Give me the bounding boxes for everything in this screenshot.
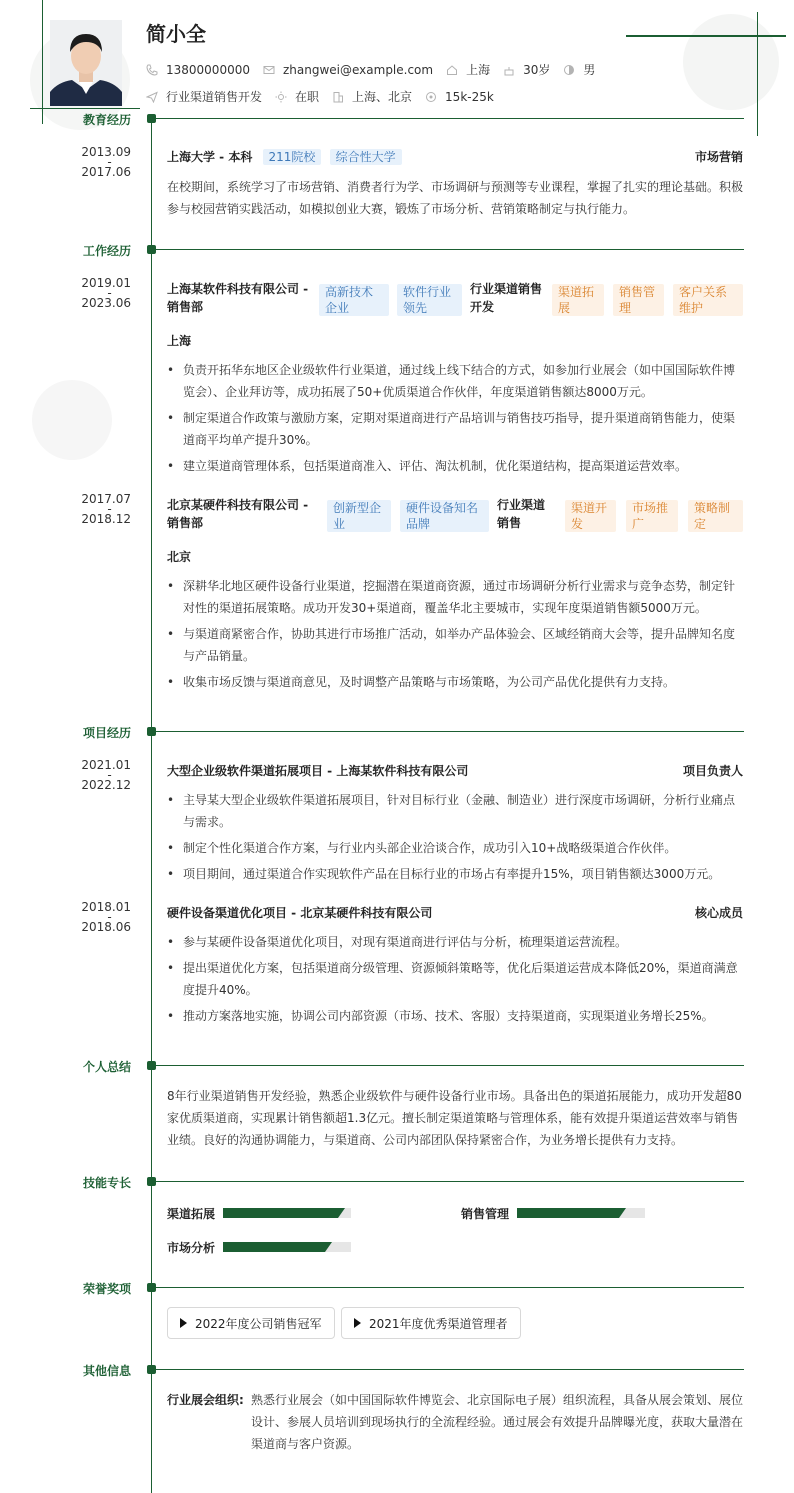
school-tag: 211院校 bbox=[263, 149, 322, 165]
skill-bar-fill bbox=[223, 1208, 338, 1218]
project-date: 2021.01 - 2022.12 bbox=[81, 758, 131, 792]
skill-bar bbox=[517, 1208, 645, 1218]
work-company: 北京某硬件科技有限公司 - 销售部 bbox=[167, 498, 309, 530]
home-icon bbox=[446, 64, 458, 76]
phone-icon bbox=[146, 64, 158, 76]
gender-item bbox=[563, 61, 595, 78]
section-marker bbox=[147, 245, 156, 254]
project-title: 大型企业级软件渠道拓展项目 - 上海某软件科技有限公司 bbox=[167, 764, 469, 778]
city-text: 上海 bbox=[466, 63, 491, 77]
section-marker bbox=[147, 1061, 156, 1070]
position-item bbox=[146, 88, 262, 105]
salary-text: 15k-25k bbox=[445, 89, 494, 104]
project-bullet: • 推动方案落地实施，协调公司内部资源（市场、技术、客服）支持渠道商，实现渠道业务增长25%。 bbox=[167, 1005, 744, 1027]
skill-tag: 销售管 理 bbox=[613, 284, 664, 316]
skill-name: 渠道拓展 bbox=[167, 1207, 216, 1221]
section-title-skills: 技能专长 bbox=[82, 1176, 131, 1190]
work-location: 上海 bbox=[167, 334, 192, 348]
project-date: 2018.01 - 2018.06 bbox=[81, 900, 131, 934]
other-text: 熟悉行业展会（如中国国际软件博览会、北京国际电子展）组织流程，具备从展会策划、展位 设计、参展人员培训到现场执行的全流程经验。通过展会有效提升品牌曝光度，获取大量潜在 渠道商与客户资源。 bbox=[251, 1393, 744, 1451]
phone-item bbox=[146, 63, 250, 77]
contact-row bbox=[146, 61, 608, 78]
award-chip bbox=[341, 1307, 521, 1339]
project-bullet: • 参与某硬件设备渠道优化项目，对现有渠道商进行评估与分析，梳理渠道运营流程。 bbox=[167, 931, 744, 953]
section-divider bbox=[156, 249, 744, 250]
work-date: 2019.01 - 2023.06 bbox=[81, 276, 131, 310]
section-marker bbox=[147, 1365, 156, 1374]
play-triangle-icon bbox=[180, 1318, 187, 1328]
city-item bbox=[446, 61, 490, 78]
work-bullet: • 收集市场反馈与渠道商意见，及时调整产品策略与市场策略，为公司产品优化提供有力支持。 bbox=[167, 671, 744, 693]
decorative-circle-left bbox=[32, 380, 112, 460]
age-item bbox=[503, 61, 550, 78]
section-marker bbox=[147, 114, 156, 123]
target-city-item bbox=[332, 88, 412, 105]
gender-icon bbox=[563, 64, 575, 76]
section-title-other: 其他信息 bbox=[82, 1364, 131, 1378]
section-divider bbox=[156, 1065, 744, 1066]
email-item bbox=[263, 63, 433, 77]
work-bullet: • 深耕华北地区硬件设备行业渠道，挖掘潜在渠道商资源，通过市场调研分析行业需求与竞争态势，制定针 对性的渠道拓展策略。成功开发30+渠道商，覆盖华北主要城市，实现年度渠道销售额5000万元。 bbox=[167, 575, 744, 619]
work-company: 上海某软件科技有限公司 - 销售部 bbox=[167, 282, 309, 314]
skill-tag: 客户关系 维护 bbox=[673, 284, 743, 316]
education-description: 在校期间，系统学习了市场营销、消费者行为学、市场调研与预测等专业课程，掌握了扎实的理论基础。积极参与校园营销实践活动，如模拟创业大赛，锻炼了市场分析、营销策略制定与执行能力。 bbox=[167, 180, 744, 216]
gender-text: 男 bbox=[583, 63, 596, 77]
skill-bar bbox=[223, 1242, 351, 1252]
project-bullet: • 提出渠道优化方案，包括渠道商分级管理、资源倾斜策略等，优化后渠道运营成本降低20%，渠道商满意 度提升40%。 bbox=[167, 957, 744, 1001]
target-city-text: 上海、北京 bbox=[352, 90, 413, 104]
school-name: 上海大学 - 本科 bbox=[167, 150, 253, 164]
skill-tag: 渠道拓 展 bbox=[552, 284, 604, 316]
section-title-awards: 荣誉奖项 bbox=[82, 1282, 131, 1296]
education-major: 市场营销 bbox=[694, 150, 743, 164]
company-tag: 软件行业 领先 bbox=[397, 284, 462, 316]
section-title-work: 工作经历 bbox=[82, 244, 131, 258]
section-title-projects: 项目经历 bbox=[82, 726, 131, 740]
project-role: 核心成员 bbox=[694, 906, 743, 920]
section-marker bbox=[147, 1283, 156, 1292]
other-label: 行业展会组织: bbox=[167, 1393, 244, 1407]
salary-item bbox=[425, 90, 494, 104]
skill-tag: 策略制 定 bbox=[688, 500, 743, 532]
section-marker bbox=[147, 727, 156, 736]
award-chip bbox=[167, 1307, 335, 1339]
work-bullet: • 建立渠道商管理体系，包括渠道商准入、评估、淘汰机制，优化渠道结构，提高渠道运营效率。 bbox=[167, 455, 744, 477]
mail-icon bbox=[263, 64, 275, 76]
work-position: 行业渠道销售 开发 bbox=[470, 282, 543, 314]
section-divider bbox=[156, 731, 744, 732]
company-tag: 高新技术 企业 bbox=[319, 284, 389, 316]
section-divider bbox=[156, 1181, 744, 1182]
project-title: 硬件设备渠道优化项目 - 北京某硬件科技有限公司 bbox=[167, 906, 433, 920]
project-bullet: • 主导某大型企业级软件渠道拓展项目，针对目标行业（金融、制造业）进行深度市场调研，分析行业痛点 与需求。 bbox=[167, 789, 744, 833]
project-bullet: • 项目期间，通过渠道合作实现软件产品在目标行业的市场占有率提升15%，项目销售额达3000万元。 bbox=[167, 863, 744, 885]
cake-icon bbox=[503, 64, 515, 76]
phone-text: 13800000000 bbox=[166, 62, 250, 77]
project-role: 项目负责人 bbox=[682, 764, 743, 778]
section-marker bbox=[147, 1177, 156, 1186]
project-bullet: • 制定个性化渠道合作方案，与行业内头部企业洽谈合作，成功引入10+战略级渠道合作伙伴。 bbox=[167, 837, 744, 859]
money-icon bbox=[425, 91, 437, 103]
avatar-photo bbox=[50, 20, 122, 106]
section-title-summary: 个人总结 bbox=[82, 1060, 131, 1074]
building-icon bbox=[332, 91, 344, 103]
send-icon bbox=[146, 91, 158, 103]
age-text: 30岁 bbox=[523, 63, 551, 77]
skill-bar bbox=[223, 1208, 351, 1218]
section-title-education: 教育经历 bbox=[82, 113, 131, 127]
work-bullet: • 制定渠道合作政策与激励方案，定期对渠道商进行产品培训与销售技巧指导，提升渠道商销售能力，使渠 道商平均单产提升30%。 bbox=[167, 407, 744, 451]
education-school bbox=[167, 148, 402, 166]
work-bullet: • 负责开拓华东地区企业级软件行业渠道，通过线上线下结合的方式，如参加行业展会（如中国国际软件博 览会）、企业拜访等，成功拓展了50+优质渠道合作伙伴，年度渠道销售额达8000万元。 bbox=[167, 359, 744, 403]
work-location: 北京 bbox=[167, 550, 192, 564]
section-divider bbox=[156, 1287, 744, 1288]
target-position-text: 行业渠道销售开发 bbox=[166, 90, 263, 104]
candidate-name: 简小全 bbox=[146, 22, 206, 46]
award-label: 2022年度公司销售冠军 bbox=[195, 1316, 322, 1331]
email-text: zhangwei@example.com bbox=[282, 62, 434, 77]
summary-text: 8年行业渠道销售开发经验，熟悉企业级软件与硬件设备行业市场。具备出色的渠道拓展能力，成功开发超80 家优质渠道商，实现累计销售额超1.3亿元。擅长制定渠道策略与管理体系，能有效提升渠道运营效率与销售 业绩。良好的沟通协调能力，与渠道商、公司内部团队保持紧密合作，为业务增长提供有力支持。 bbox=[167, 1089, 742, 1147]
intent-row bbox=[146, 88, 507, 105]
section-divider bbox=[156, 118, 744, 119]
school-tag: 综合性大学 bbox=[330, 149, 402, 165]
skill-name: 市场分析 bbox=[167, 1241, 216, 1255]
company-tag: 创新型企 业 bbox=[327, 500, 391, 532]
work-date: 2017.07 - 2018.12 bbox=[81, 492, 131, 526]
skill-bar-fill bbox=[223, 1242, 325, 1252]
skill-tag: 市场推 广 bbox=[626, 500, 678, 532]
sun-icon bbox=[275, 91, 287, 103]
status-text: 在职 bbox=[295, 90, 320, 104]
status-item bbox=[275, 88, 319, 105]
company-tag: 硬件设备知名 品牌 bbox=[400, 500, 489, 532]
award-label: 2021年度优秀渠道管理者 bbox=[369, 1316, 508, 1331]
resume-header bbox=[0, 0, 794, 118]
section-divider bbox=[156, 1369, 744, 1370]
education-date: 2013.09 - 2017.06 bbox=[81, 145, 131, 179]
skill-bar-fill bbox=[517, 1208, 619, 1218]
work-position: 行业渠道 销售 bbox=[497, 498, 546, 530]
skill-tag: 渠道开 发 bbox=[565, 500, 616, 532]
work-bullet: • 与渠道商紧密合作，协助其进行市场推广活动，如举办产品体验会、区域经销商大会等，提升品牌知名度 与产品销量。 bbox=[167, 623, 744, 667]
play-triangle-icon bbox=[354, 1318, 361, 1328]
skill-name: 销售管理 bbox=[461, 1207, 510, 1221]
